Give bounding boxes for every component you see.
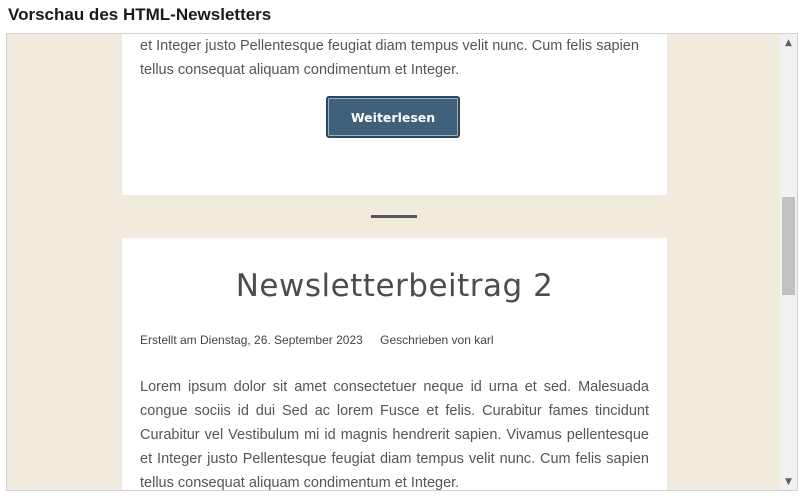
post-divider (371, 215, 417, 218)
preview-title: Vorschau des HTML-Newsletters (8, 5, 272, 24)
read-more-button[interactable]: Weiterlesen (326, 96, 460, 138)
scroll-down-icon[interactable]: ▼ (785, 476, 792, 487)
vertical-scrollbar[interactable] (780, 34, 797, 490)
newsletter-viewport (7, 34, 779, 490)
newsletter-preview-frame[interactable] (6, 33, 798, 491)
post-2-meta (140, 333, 494, 347)
post-2-author: Geschrieben von karl (380, 333, 494, 347)
post-2-title: Newsletterbeitrag 2 (235, 268, 554, 304)
newsletter-post-1 (122, 34, 667, 195)
post-1-body (140, 34, 649, 82)
scrollbar-thumb[interactable] (782, 197, 795, 295)
post-1-body-line-1: et Integer justo Pellentesque feugiat diam tempus velit nunc. Cum felis sapien (140, 38, 639, 54)
scroll-up-icon[interactable]: ▲ (785, 37, 792, 48)
newsletter-post-2 (122, 238, 667, 490)
post-1-body-line-2: tellus consequat aliquam condimentum et Integer. (140, 62, 460, 78)
post-2-created-date: Erstellt am Dienstag, 26. September 2023 (140, 333, 363, 347)
post-2-body: Lorem ipsum dolor sit amet consectetuer neque id urna et sed. Malesuada congue sociis id dui Sed ac lorem Fusce et felis. Curabitur fames tincidunt Curabitur vel Vestibulum mi id magnis hendrerit sapien. Vivamus pellentesque et Integer justo Pellentesque feugiat diam tempus velit nunc. Cum felis sapien tellus consequat aliquam condimentum et Integer. (140, 379, 649, 490)
